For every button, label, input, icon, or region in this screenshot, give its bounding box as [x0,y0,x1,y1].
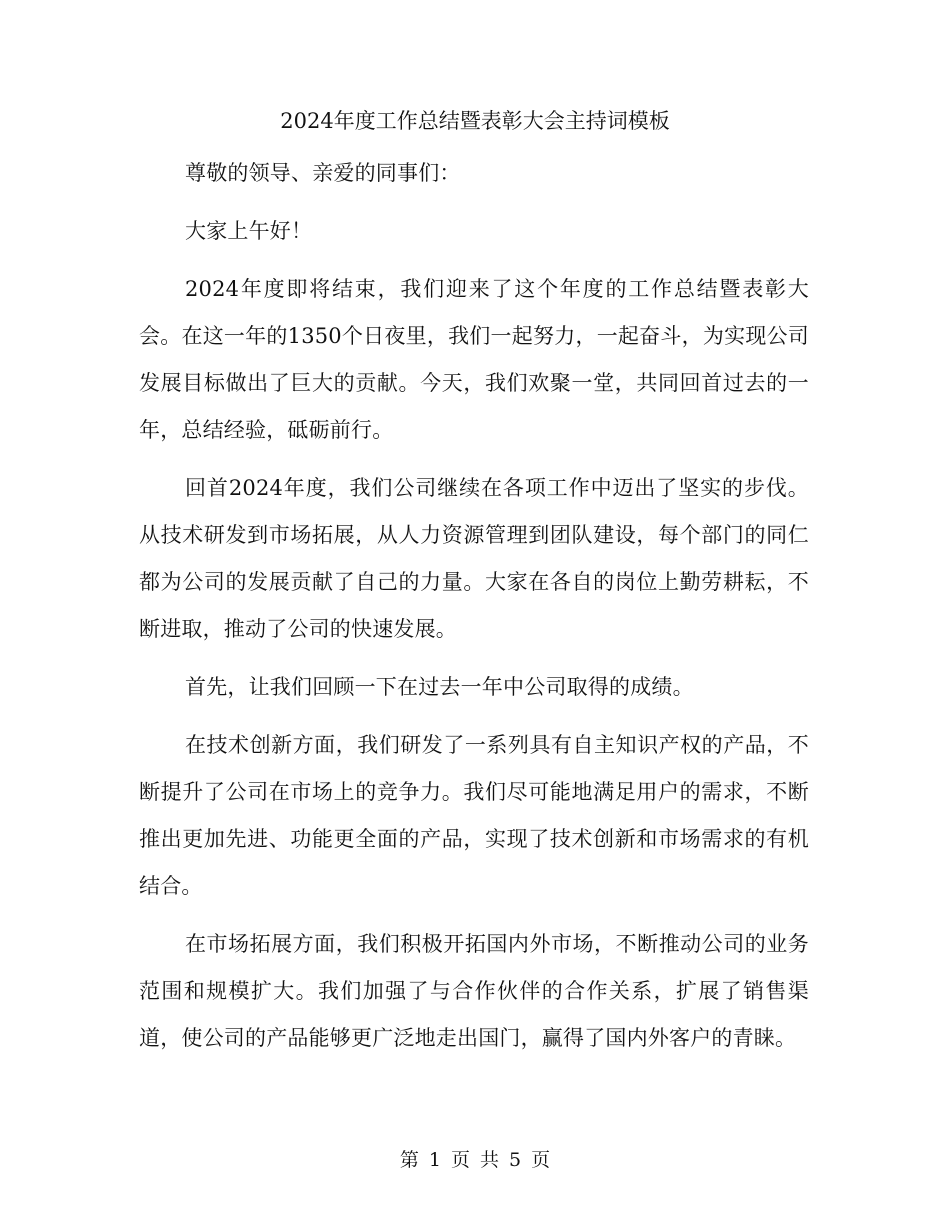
body-paragraph: 回首2024年度，我们公司继续在各项工作中迈出了坚实的步伐。从技术研发到市场拓展，从人力资源管理到团队建设，每个部门的同仁都为公司的发展贡献了自己的力量。大家在各自的岗位上勤劳耕耘，不断进取，推动了公司的快速发展。 [139,476,809,641]
body-paragraph: 2024年度即将结束，我们迎来了这个年度的工作总结暨表彰大会。在这一年的1350个日夜里，我们一起努力，一起奋斗，为实现公司发展目标做出了巨大的贡献。今天，我们欢聚一堂，共同回首过去的一年，总结经验，砥砺前行。 [139,277,809,442]
salutation-paragraph: 尊敬的领导、亲爱的同事们： [185,161,461,185]
document-title: 2024年度工作总结暨表彰大会主持词模板 [280,109,670,133]
body-paragraph: 首先，让我们回顾一下在过去一年中公司取得的成绩。 [185,675,694,699]
page-number-footer: 第 1 页 共 5 页 [399,1149,551,1171]
body-paragraph: 在市场拓展方面，我们积极开拓国内外市场，不断推动公司的业务范围和规模扩大。我们加强了与合作伙伴的合作关系，扩展了销售渠道，使公司的产品能够更广泛地走出国门，赢得了国内外客户的青睐。 [139,932,809,1050]
document-body [139,150,809,1073]
body-paragraph: 在技术创新方面，我们研发了一系列具有自主知识产权的产品，不断提升了公司在市场上的竞争力。我们尽可能地满足用户的需求，不断推出更加先进、功能更全面的产品，实现了技术创新和市场需求的有机结合。 [139,733,809,898]
greeting-paragraph: 大家上午好！ [185,219,313,243]
